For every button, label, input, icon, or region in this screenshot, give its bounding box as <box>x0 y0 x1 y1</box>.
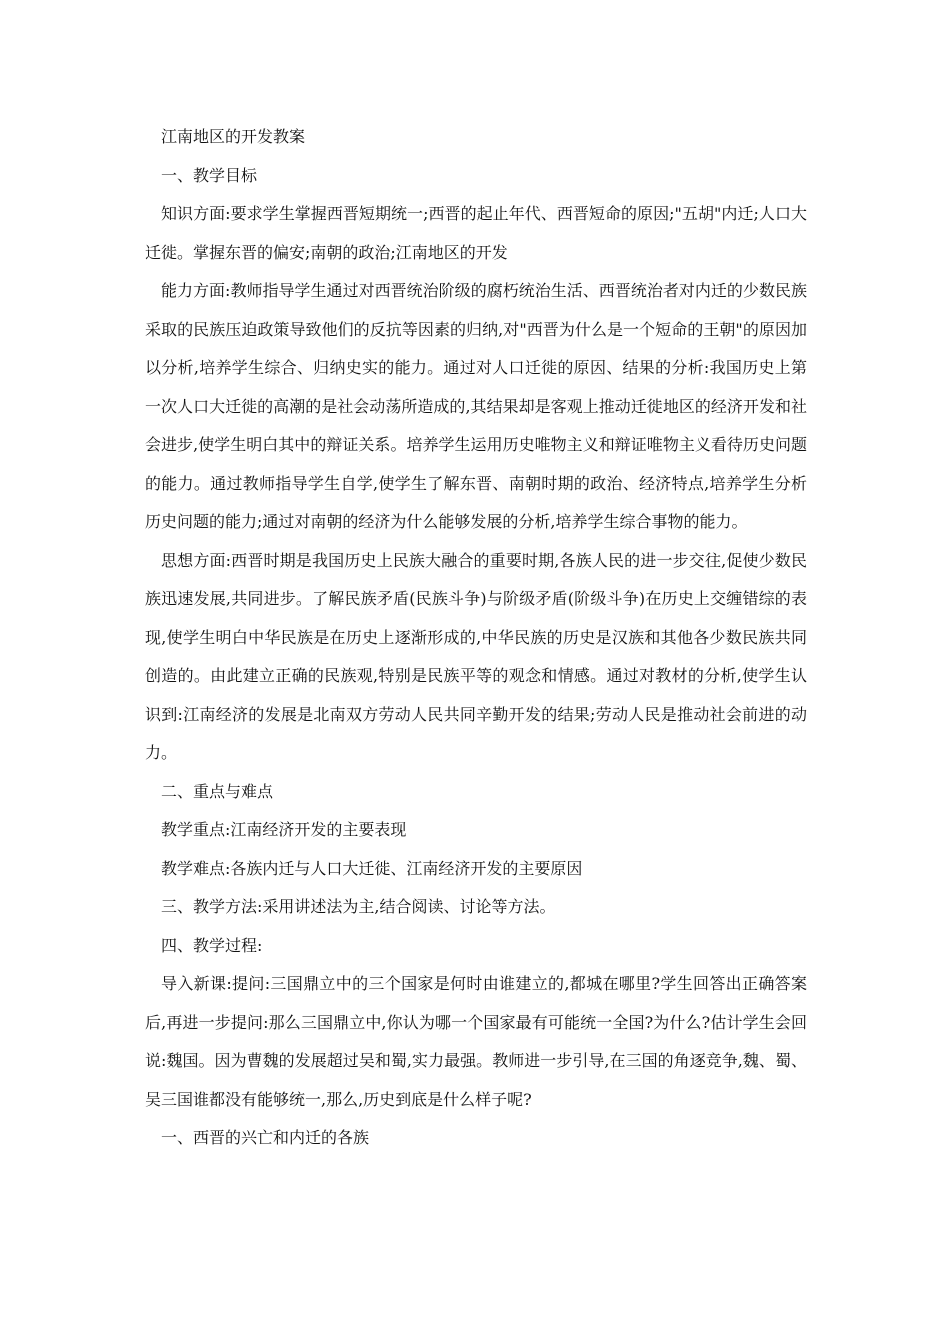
paragraph-ability: 能力方面:教师指导学生通过对西晋统治阶级的腐朽统治生活、西晋统治者对内迁的少数民族采取的民族压迫政策导致他们的反抗等因素的归纳,对"西晋为什么是一个短命的王朝"的原因加以分析,培养学生综合、归纳史实的能力。通过对人口迁徙的原因、结果的分析:我国历史上第一次人口大迁徙的高潮的是社会动荡所造成的,其结果却是客观上推动迁徙地区的经济开发和社会进步,使学生明白其中的辩证关系。培养学生运用历史唯物主义和辩证唯物主义看待历史问题的能力。通过教师指导学生自学,使学生了解东晋、南朝时期的政治、经济特点,培养学生分析历史问题的能力;通过对南朝的经济为什么能够发展的分析,培养学生综合事物的能力。 <box>145 281 807 531</box>
document-title: 江南地区的开发教案 <box>161 127 306 146</box>
section-heading-process: 四、教学过程: <box>161 935 263 955</box>
section-heading-western-jin: 一、西晋的兴亡和内迁的各族 <box>161 1128 370 1147</box>
document-body <box>145 118 807 1158</box>
paragraph-knowledge: 知识方面:要求学生掌握西晋短期统一;西晋的起止年代、西晋短命的原因;"五胡"内迁;人口大迁徙。掌握东晋的偏安;南朝的政治;江南地区的开发 <box>145 204 807 262</box>
section-heading-key-points: 二、重点与难点 <box>161 781 274 801</box>
section-heading-objectives: 一、教学目标 <box>161 165 258 185</box>
paragraph-difficulty: 教学难点:各族内迁与人口大迁徙、江南经济开发的主要原因 <box>161 858 583 878</box>
section-heading-methods: 三、教学方法:采用讲述法为主,结合阅读、讨论等方法。 <box>161 897 556 916</box>
paragraph-introduction: 导入新课:提问:三国鼎立中的三个国家是何时由谁建立的,都城在哪里?学生回答出正确答案后,再进一步提问:那么三国鼎立中,你认为哪一个国家最有可能统一全国?为什么?估计学生会回说:魏国。因为曹魏的发展超过吴和蜀,实力最强。教师进一步引导,在三国的角逐竞争,魏、蜀、吴三国谁都没有能够统一,那么,历史到底是什么样子呢? <box>145 974 807 1109</box>
paragraph-key-point: 教学重点:江南经济开发的主要表现 <box>161 820 407 839</box>
paragraph-ideology: 思想方面:西晋时期是我国历史上民族大融合的重要时期,各族人民的进一步交往,促使少数民族迅速发展,共同进步。了解民族矛盾(民族斗争)与阶级矛盾(阶级斗争)在历史上交缠错综的表现,使学生明白中华民族是在历史上逐渐形成的,中华民族的历史是汉族和其他各少数民族共同创造的。由此建立正确的民族观,特别是民族平等的观念和情感。通过对教材的分析,使学生认识到:江南经济的发展是北南双方劳动人民共同辛勤开发的结果;劳动人民是推动社会前进的动力。 <box>145 550 807 762</box>
